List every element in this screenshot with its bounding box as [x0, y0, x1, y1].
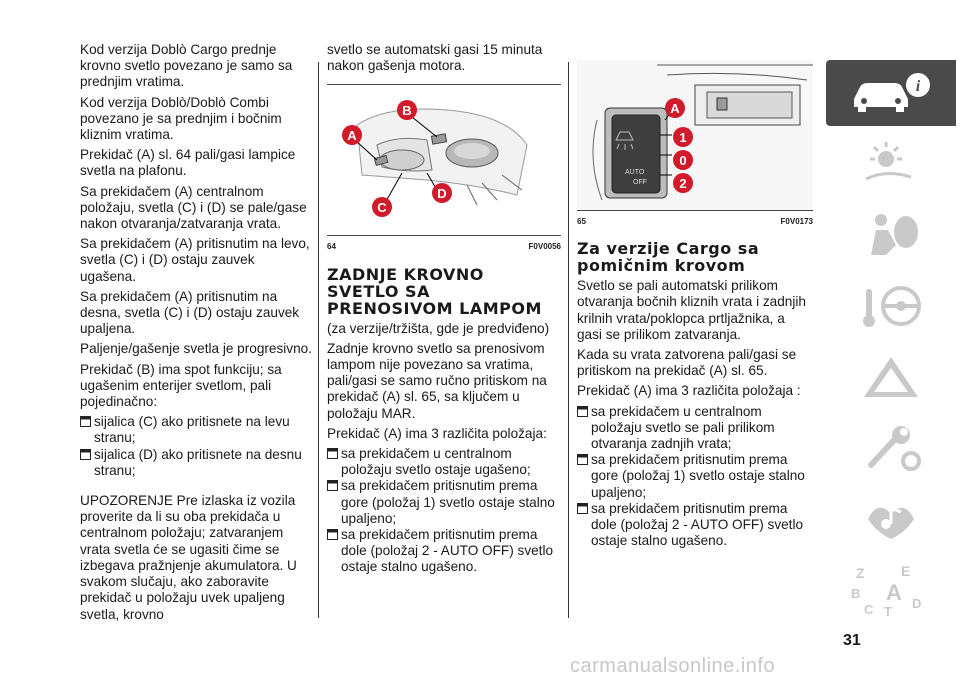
bullet-box-icon: [327, 478, 338, 491]
column-3: [577, 60, 813, 549]
index-letter: T: [884, 604, 892, 618]
paragraph: Kod verzija Doblò/Doblò Combi povezano je sa prednjim i bočnim kliznim vratima.: [80, 94, 282, 143]
bullet-box-icon: [577, 404, 588, 417]
list-item-text: sijalica (C) ako pritisnete na levu stranu;: [94, 414, 290, 446]
bullet-box-icon: [327, 446, 338, 459]
list-item-text: sa prekidačem pritisnutim prema dole (položaj 2 - AUTO OFF) svetlo ostaje stalno ugašeno.: [341, 527, 554, 575]
index-letter: E: [901, 563, 911, 579]
label-text: 2: [679, 176, 687, 191]
paragraph: Sa prekidačem (A) pritisnutim na desna, svetla (C) i (D) ostaju zauvek upaljena.: [80, 288, 300, 337]
paragraph: Prekidač (A) sl. 64 pali/gasi lampice svetla na plafonu.: [80, 147, 296, 179]
list-item: [80, 447, 312, 479]
figure-code: F0V0173: [780, 217, 813, 226]
figure-code: F0V0056: [528, 242, 561, 252]
list-item: [327, 527, 561, 576]
switch-text: OFF: [633, 179, 647, 186]
section-heading: Za verzije Cargo sa pomičnim krovom: [577, 239, 760, 276]
column-divider: [568, 62, 569, 618]
list-item-text: sa prekidačem u centralnom položaju svetlo ostaje ugašeno;: [341, 446, 531, 478]
warning-triangle-icon: [856, 352, 926, 402]
index-letter: Z: [856, 565, 865, 581]
tab-steering-key[interactable]: [826, 273, 956, 339]
section-heading: ZADNJE KROVNO SVETLO SA PRENOSIVOM LAMPOM: [327, 264, 542, 318]
warning-text: UPOZORENJE Pre izlaska iz vozila proverite da li su oba prekidača u centralnom položaju; zatvaranjem vrata svetla će se ugasiti čime se izbegava pražnjenje akumulatora. U svakom slučaju, ako zaboravite prekidač u položaju uvek upaljeng svetla, krovno: [80, 493, 297, 622]
label-text: C: [377, 200, 387, 216]
column-divider: [318, 62, 319, 618]
alphabet-index-icon: [846, 562, 936, 618]
index-letter: A: [886, 580, 902, 605]
list-item-text: sa prekidačem u centralnom položaju svetlo se pali prilikom otvaranja zadnjih vrata;: [591, 403, 775, 452]
svg-text:i: i: [915, 78, 921, 95]
paragraph: Zadnje krovno svetlo sa prenosivom lampom nije povezano sa vratima, pali/gasi se samo ručno pritiskom na prekidač (A) sl. 65, sa ključem u položaju MAR.: [327, 340, 547, 421]
bullet-box-icon: [577, 452, 588, 465]
tab-airbag-safety[interactable]: [826, 202, 956, 268]
airbag-safety-icon: [856, 210, 926, 260]
paragraph: Prekidač (B) ima spot funkciju; sa ugašenim enterijer svetlom, pali pojedinačno:: [80, 361, 282, 410]
list-item-text: sa prekidačem pritisnutim prema gore (položaj 1) svetlo ostaje stalno upaljeno;: [591, 452, 805, 500]
list-item-text: sa prekidačem pritisnutim prema dole (položaj 2 - AUTO OFF) svetlo ostaje stalno ugašeno.: [591, 500, 804, 549]
switch-text: AUTO: [625, 169, 645, 176]
tab-dashboard-lights[interactable]: [826, 131, 956, 197]
bullet-box-icon: [80, 414, 91, 427]
label-text: D: [437, 186, 447, 202]
paragraph: Kod verzija Doblò Cargo prednje krovno svetlo povezano je samo sa prednjim vratima.: [80, 42, 293, 90]
tab-music-heart[interactable]: [826, 486, 956, 552]
index-letter: D: [912, 596, 922, 611]
paragraph: (za verzije/tržišta, gde je predviđeno): [327, 320, 550, 336]
tab-tools-service[interactable]: [826, 415, 956, 481]
figure-caption: [577, 214, 813, 230]
paragraph: Paljenje/gašenje svetla je progresivno.: [80, 341, 312, 357]
tab-car-info[interactable]: [826, 60, 956, 126]
list-item: [327, 478, 561, 527]
paragraph: Kada su vrata zatvorena pali/gasi se pritiskom na prekidač (A) sl. 65.: [577, 347, 797, 379]
paragraph: Prekidač (A) ima 3 različita položaja :: [577, 383, 801, 399]
list-item-text: sijalica (D) ako pritisnete na desnu stranu;: [94, 446, 302, 478]
page-number: 31: [843, 632, 861, 649]
list-item: [577, 452, 813, 501]
figure-caption: [327, 239, 561, 255]
paragraph: Prekidač (A) ima 3 različita položaja:: [327, 425, 547, 441]
list-item: [577, 404, 813, 453]
bullet-box-icon: [327, 527, 338, 540]
bullet-box-icon: [577, 501, 588, 514]
paragraph: Sa prekidačem (A) centralnom položaju, svetla (C) i (D) se pale/gase nakon otvaranja/zatvaranja vrata.: [80, 183, 307, 232]
tools-service-icon: [856, 423, 926, 473]
dashboard-lights-icon: [856, 139, 926, 189]
paragraph: Sa prekidačem (A) pritisnutim na levo, svetla (C) i (D) ostaju zauvek ugašena.: [80, 236, 310, 284]
index-letter: B: [851, 586, 861, 601]
index-letter: C: [864, 602, 874, 617]
figure-number: 64: [327, 242, 336, 252]
paragraph: Svetlo se pali automatski prilikom otvaranja bočnih kliznih vrata i zadnjih krilnih vrata/poklopca prtljažnika, a gasi se prilikom zatvaranja.: [577, 278, 806, 342]
bullet-box-icon: [80, 447, 91, 460]
watermark-text: carmanualsonline.info: [570, 655, 776, 677]
car-info-icon: [846, 71, 936, 115]
label-text: 0: [679, 153, 687, 168]
steering-key-icon: [856, 281, 926, 331]
roof-light-illustration: [327, 85, 561, 235]
figure-64: [327, 84, 561, 236]
column-1: [80, 42, 312, 627]
figure-65: [577, 60, 813, 211]
list-item: [327, 446, 561, 478]
list-item: [577, 501, 813, 550]
roof-switch-illustration: [577, 60, 813, 210]
label-text: B: [402, 103, 412, 119]
chapter-sidebar: [826, 60, 956, 628]
list-item: [80, 414, 312, 446]
tab-alphabet-index[interactable]: [826, 557, 956, 623]
figure-number: 65: [577, 217, 586, 226]
label-text: 1: [679, 130, 687, 145]
label-text: A: [670, 101, 680, 116]
tab-warning-triangle[interactable]: [826, 344, 956, 410]
list-item-text: sa prekidačem pritisnutim prema gore (položaj 1) svetlo ostaje stalno upaljeno;: [341, 478, 555, 526]
music-heart-icon: [856, 494, 926, 544]
paragraph: svetlo se automatski gasi 15 minuta nakon gašenja motora.: [327, 42, 543, 74]
label-text: A: [347, 128, 357, 144]
column-2: [327, 42, 561, 576]
